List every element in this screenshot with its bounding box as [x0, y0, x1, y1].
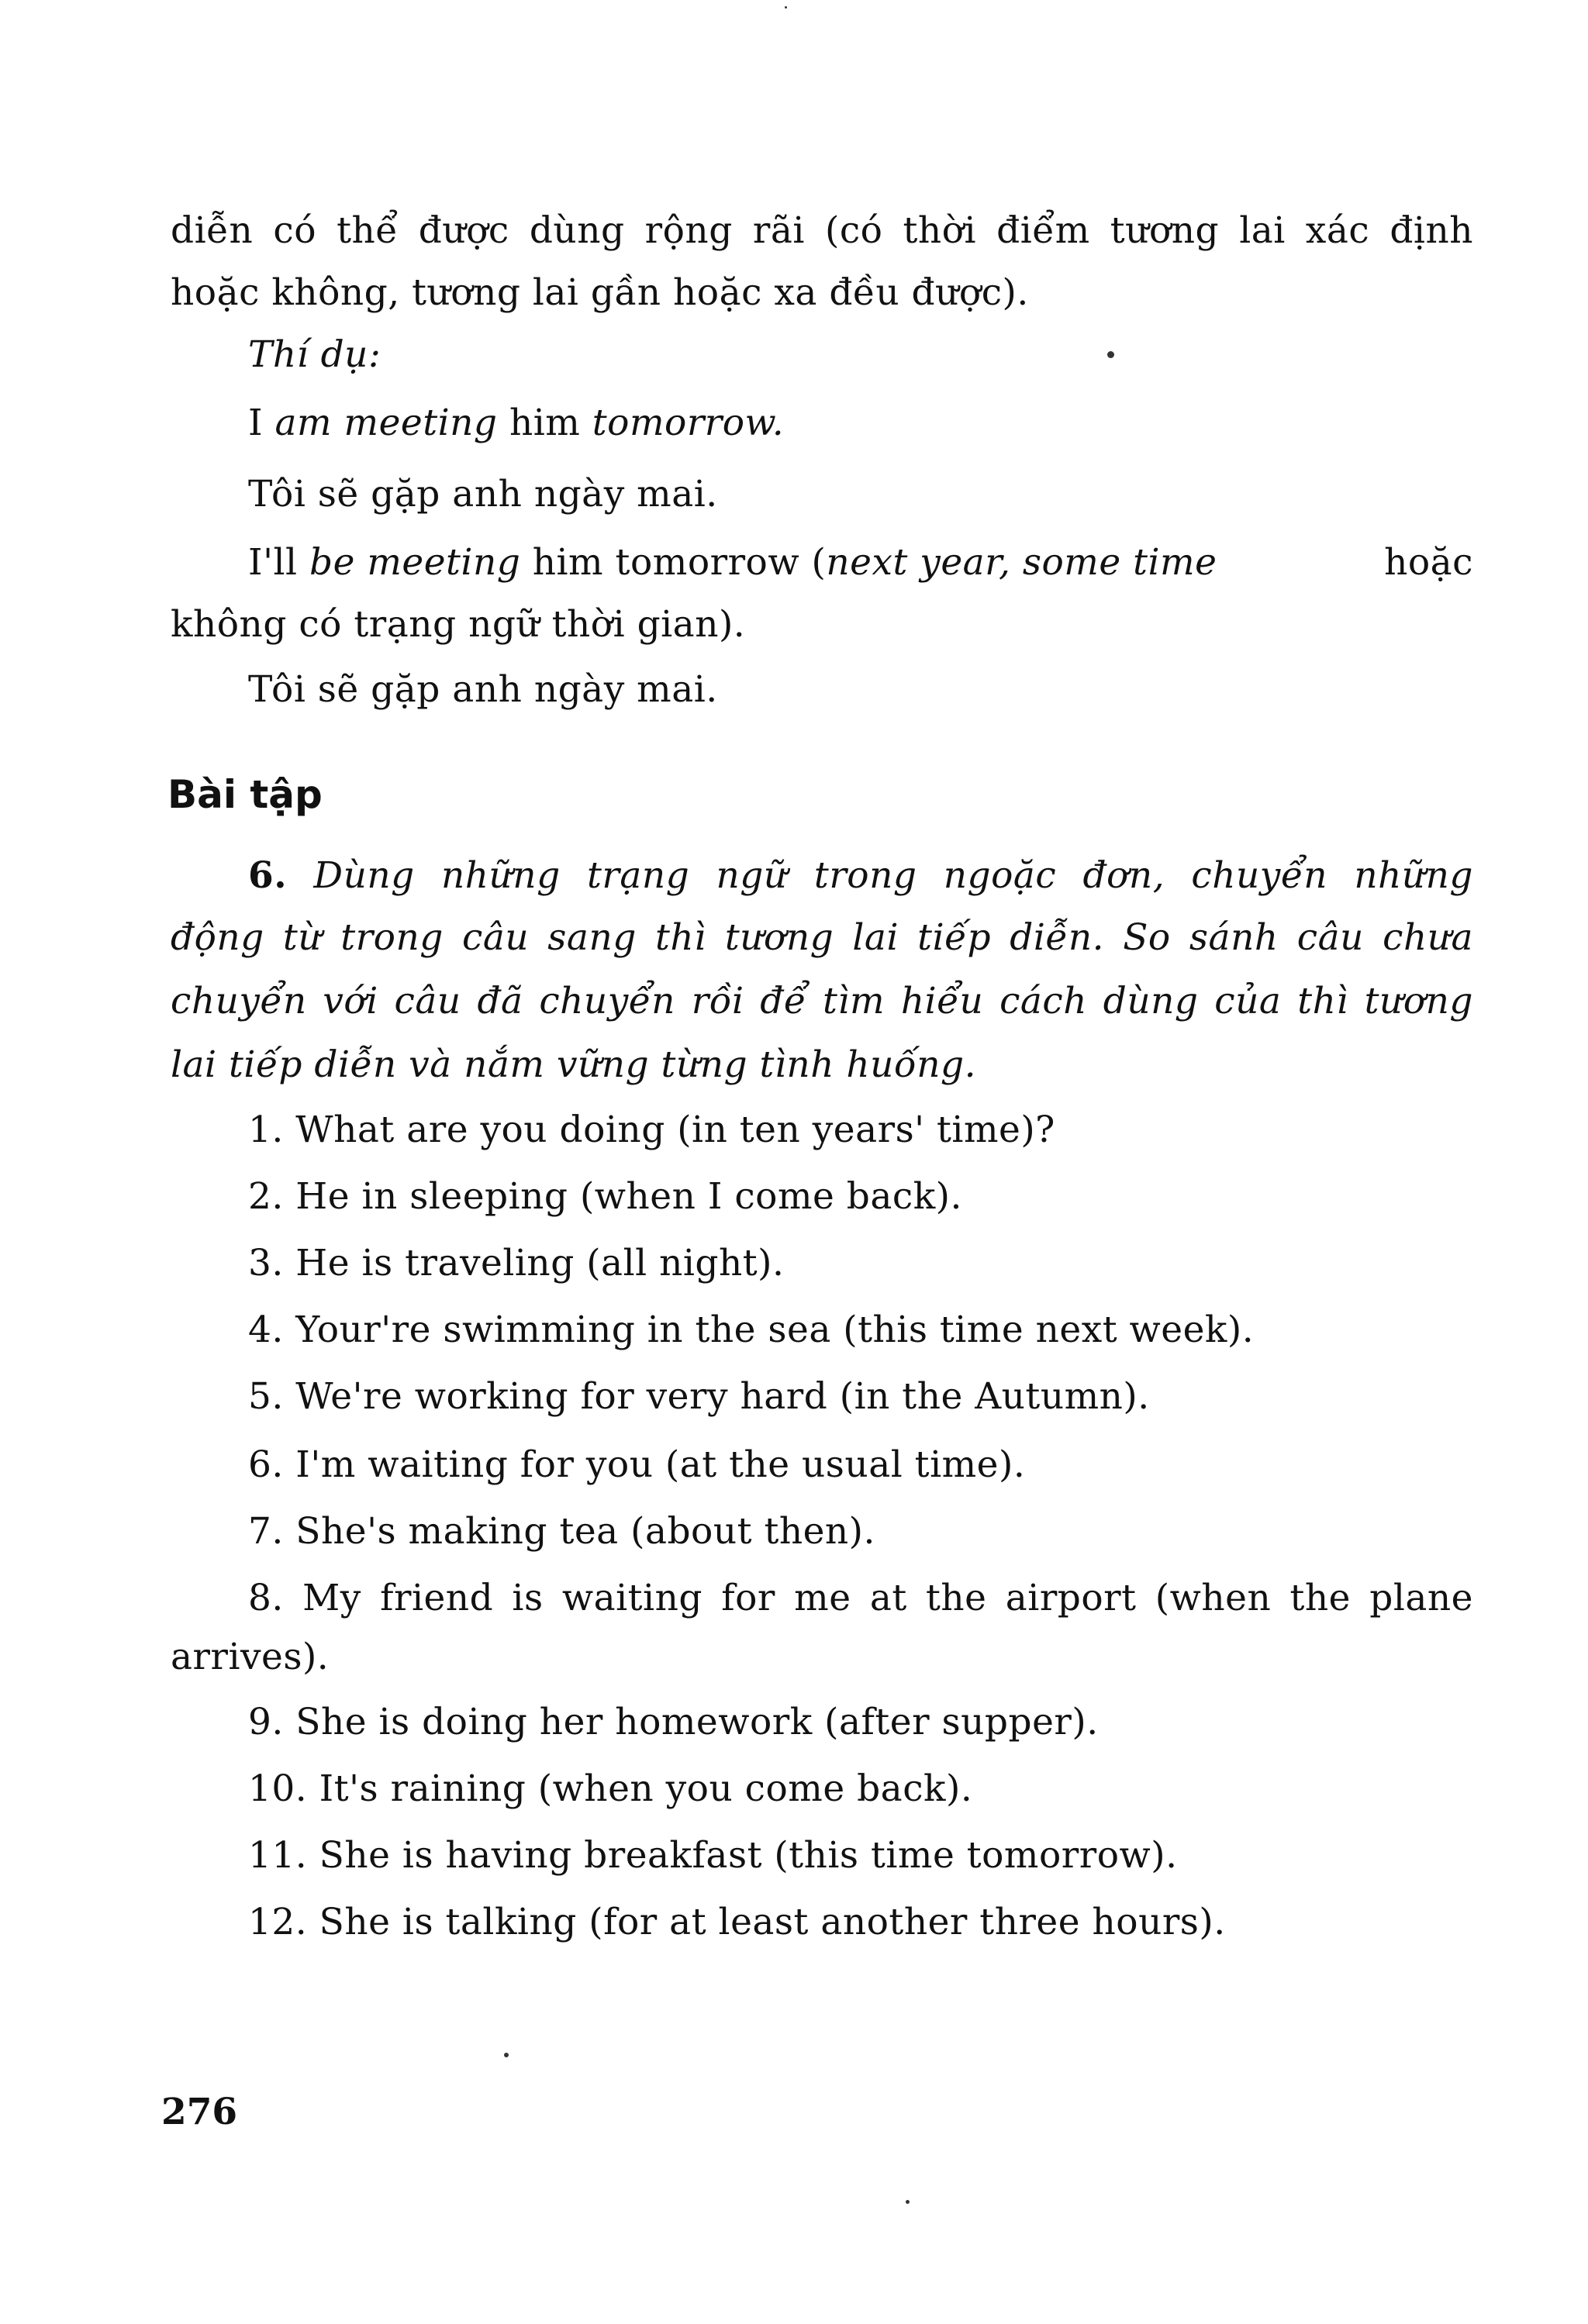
- scan-speck: [785, 6, 787, 9]
- exercise-item: 10. It's raining (when you come back).: [248, 1767, 973, 1810]
- exercise-instruction-1: 6. Dùng những trạng ngữ trong ngoặc đơn, chuyển những: [248, 854, 1473, 897]
- example-sentence-2: I'll be meeting him tomorrow (next year, some time hoặc: [248, 541, 1473, 584]
- page-number: 276: [161, 2091, 238, 2133]
- intro-line-2: hoặc không, tương lai gần hoặc xa đều được).: [171, 271, 1029, 314]
- example-sentence-1: I am meeting him tomorrow.: [248, 402, 785, 444]
- exercise-item: 1. What are you doing (in ten years' time)?: [248, 1109, 1055, 1151]
- exercise-item: 8. My friend is waiting for me at the airport (when the plane: [248, 1577, 1473, 1619]
- example-sentence-2-cont: không có trạng ngữ thời gian).: [171, 603, 746, 646]
- exercise-instruction-3: chuyển với câu đã chuyển rồi để tìm hiểu cách dùng của thì tương: [171, 980, 1473, 1022]
- exercise-item: 7. She's making tea (about then).: [248, 1510, 875, 1553]
- exercise-item: 11. She is having breakfast (this time tomorrow).: [248, 1834, 1178, 1877]
- exercise-item: 4. Your're swimming in the sea (this time next week).: [248, 1309, 1255, 1351]
- exercise-item: 3. He is traveling (all night).: [248, 1242, 785, 1284]
- exercise-item: 5. We're working for very hard (in the Autumn).: [248, 1375, 1150, 1418]
- example-label: Thí dụ:: [248, 333, 381, 376]
- scan-speck: [906, 2200, 910, 2204]
- example-translation-2: Tôi sẽ gặp anh ngày mai.: [248, 668, 718, 711]
- ink-dot: [1107, 351, 1114, 358]
- exercise-instruction-4: lai tiếp diễn và nắm vững từng tình huống.: [171, 1043, 977, 1086]
- exercise-instruction-2: động từ trong câu sang thì tương lai tiếp diễn. So sánh câu chưa: [171, 916, 1473, 959]
- exercise-item: 12. She is talking (for at least another three hours).: [248, 1901, 1226, 1943]
- exercise-number: 6.: [248, 854, 288, 897]
- exercise-item: 6. I'm waiting for you (at the usual time).: [248, 1443, 1026, 1486]
- section-heading: Bài tập: [167, 772, 323, 817]
- exercise-item: 9. She is doing her homework (after supper).: [248, 1701, 1099, 1743]
- scan-speck: [504, 2053, 509, 2057]
- example-translation-1: Tôi sẽ gặp anh ngày mai.: [248, 473, 718, 515]
- exercise-item-cont: arrives).: [171, 1636, 330, 1678]
- intro-line-1: diễn có thể được dùng rộng rãi (có thời điểm tương lai xác định: [171, 209, 1473, 252]
- exercise-item: 2. He in sleeping (when I come back).: [248, 1175, 962, 1218]
